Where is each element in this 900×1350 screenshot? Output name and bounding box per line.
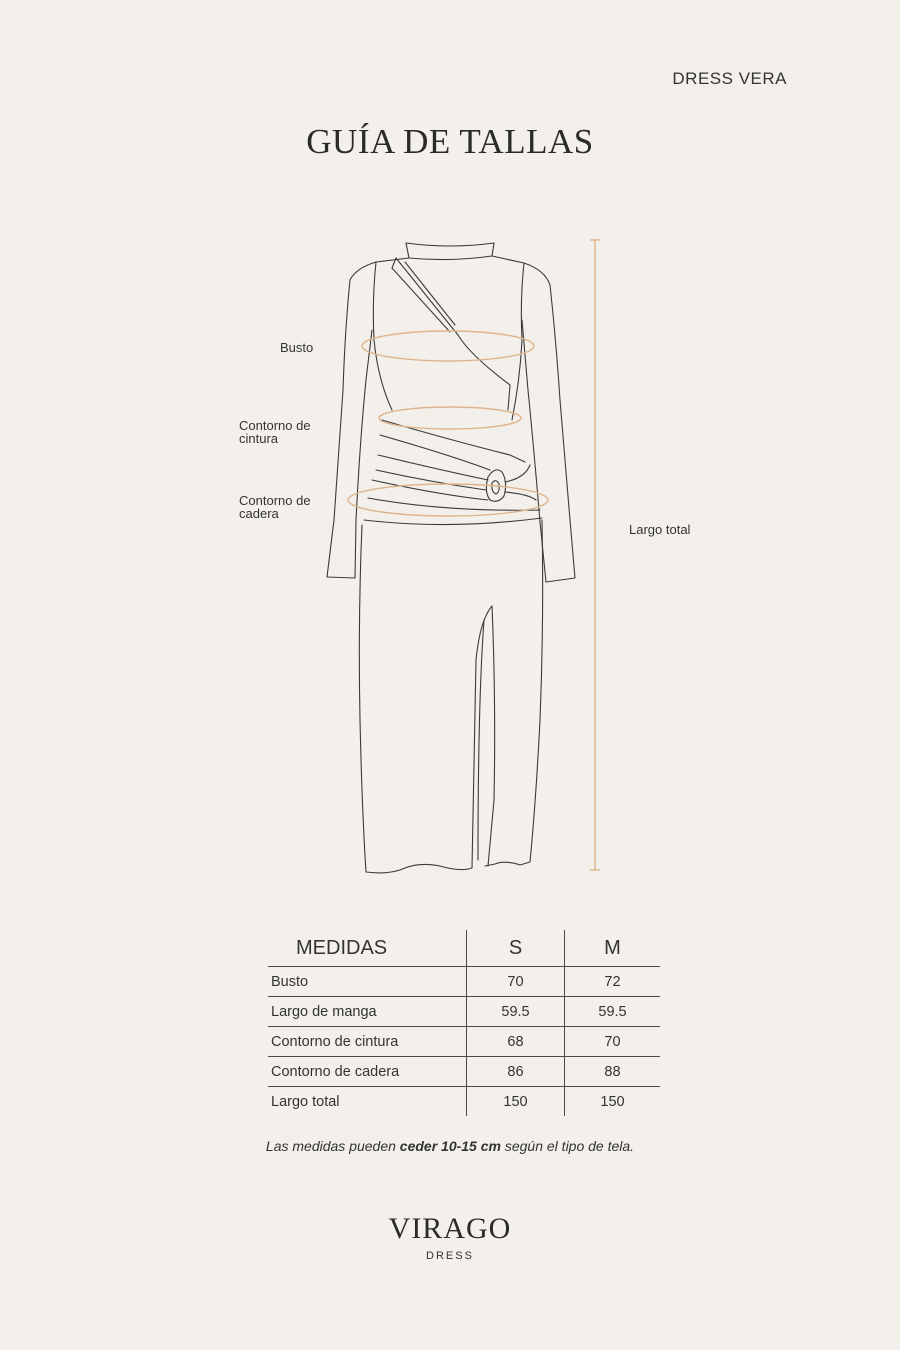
- row-label: Contorno de cintura: [268, 1027, 467, 1057]
- row-label: Busto: [268, 967, 467, 997]
- page-title: GUÍA DE TALLAS: [306, 122, 594, 161]
- hip-label-line1: Contorno de: [239, 493, 311, 508]
- table-row: [268, 1027, 660, 1057]
- row-label: Largo de manga: [268, 997, 467, 1027]
- product-name: DRESS VERA: [672, 69, 787, 88]
- table-row: [268, 1057, 660, 1087]
- cell-m: 70: [565, 1027, 661, 1057]
- row-label: Contorno de cadera: [268, 1057, 467, 1087]
- header-size-m: M: [565, 930, 661, 967]
- note-bold: ceder 10-15 cm: [399, 1138, 501, 1154]
- cell-s: 70: [467, 967, 565, 997]
- waist-label-line2: cintura: [239, 431, 279, 446]
- cell-m: 59.5: [565, 997, 661, 1027]
- cell-s: 59.5: [467, 997, 565, 1027]
- table-row: [268, 967, 660, 997]
- header-size-s: S: [467, 930, 565, 967]
- row-label: Largo total: [271, 1093, 340, 1110]
- note-prefix: Las medidas pueden: [265, 1138, 400, 1154]
- table-header-row: [268, 930, 660, 967]
- cell-m: 150: [565, 1087, 661, 1117]
- cell-s: 68: [467, 1027, 565, 1057]
- cell-m: 88: [565, 1057, 661, 1087]
- note-suffix: según el tipo de tela.: [500, 1138, 635, 1154]
- header-medidas: MEDIDAS: [268, 930, 467, 967]
- fabric-note: [0, 1138, 900, 1154]
- cell-m: 72: [565, 967, 661, 997]
- total-length-label: Largo total: [629, 522, 691, 537]
- hip-label-line2: cadera: [239, 506, 279, 521]
- cell-s: 150: [467, 1087, 565, 1117]
- size-table: [268, 930, 660, 1116]
- brand-subtitle: DRESS: [426, 1250, 474, 1262]
- waist-label-line1: Contorno de: [239, 418, 311, 433]
- brand-logo: VIRAGO: [388, 1212, 512, 1245]
- cell-s: 86: [467, 1057, 565, 1087]
- table-row: [268, 1087, 660, 1117]
- table-row: [268, 997, 660, 1027]
- bust-label: Busto: [280, 340, 314, 355]
